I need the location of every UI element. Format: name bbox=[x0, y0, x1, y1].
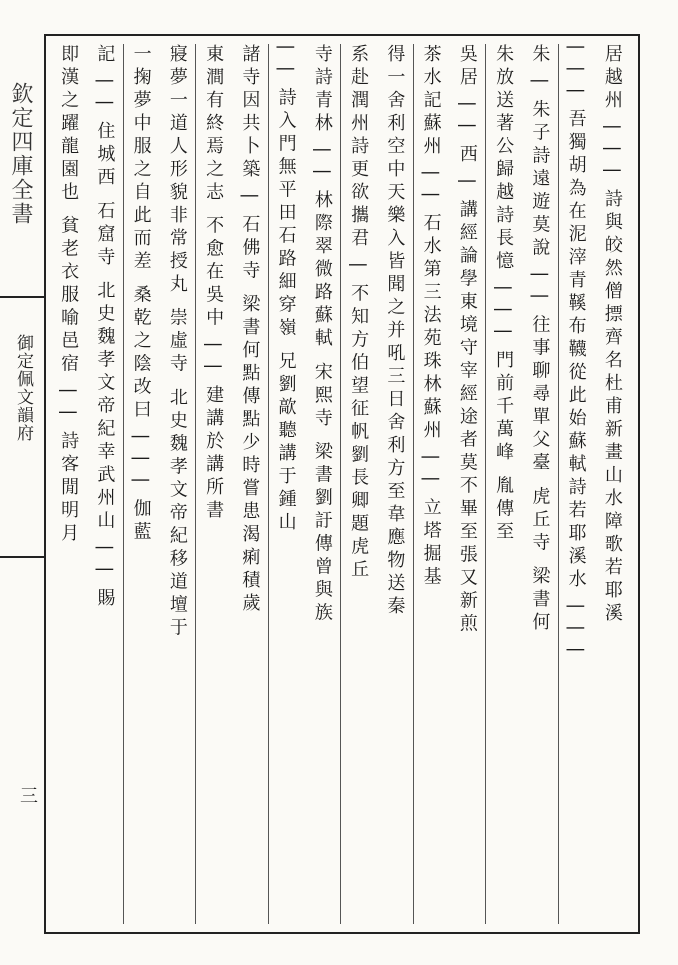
column-text: 朱放送著公歸越詩長憶 | | | 門前千萬峰 胤傳至 bbox=[493, 44, 515, 545]
column-text: 吳居 | | 西 | 講經論學東境守宰經途者莫不畢至張又新煎 bbox=[456, 44, 478, 637]
column-text: 朱 | 朱子詩遠遊莫說 | | 往事聊尋單父臺 虎丘寺 梁書何 bbox=[529, 44, 551, 636]
text-column bbox=[340, 44, 376, 924]
text-column bbox=[376, 44, 412, 924]
column-text: 東澗有終焉之志 不愈在吳中 | | 建講於講所書 bbox=[203, 44, 225, 524]
column-text: 諸寺因共卜築 | 石佛寺 梁書何點傳點少時嘗患渴痢積歲 bbox=[239, 44, 261, 617]
column-text: 茶水記蘇州 | | 石水第三法苑珠林蘇州 | | 立塔掘基 bbox=[420, 44, 442, 590]
strip-divider-top bbox=[0, 296, 44, 298]
text-column bbox=[231, 44, 267, 924]
column-text: 一掬夢中服之自此而差 桑乾之陰改曰 | | | 伽藍 bbox=[130, 44, 152, 545]
volume-label: 御定佩文韻府 bbox=[13, 334, 33, 442]
text-column bbox=[449, 44, 485, 924]
text-column bbox=[268, 44, 304, 924]
column-text: | | | 吾獨胡為在泥滓青鞵布韈從此始蘇軾詩若耶溪水 | | | bbox=[565, 44, 587, 658]
column-text: 居越州 | | | 詩與皎然僧摽齊名杜甫新畫山水障歌若耶溪 bbox=[601, 44, 623, 627]
text-column bbox=[159, 44, 195, 924]
column-text: 寺詩青林 | | 林際翠微路蘇軾 宋熙寺 梁書劉訏傳曾與族 bbox=[311, 44, 333, 626]
column-text: 得一舍利空中天樂入皆聞之并吼三日舍利方至韋應物送秦 bbox=[384, 44, 406, 619]
text-column bbox=[304, 44, 340, 924]
column-text: 系赴潤州詩更欲攜君 | 不知方伯望征帆劉長卿題虎丘 bbox=[348, 44, 370, 583]
book-title: 欽定四庫全書 bbox=[8, 82, 33, 226]
margin-strip bbox=[0, 38, 44, 926]
text-column bbox=[485, 44, 521, 924]
column-text: 寢夢一道人形貌非常授丸 崇虛寺 北史魏孝文帝紀移道壇于 bbox=[166, 44, 188, 641]
text-column bbox=[123, 44, 159, 924]
strip-divider-bottom bbox=[0, 556, 44, 558]
column-text: 即漢之躍龍園也 貧老衣服喻邑宿 | | 詩客閒明月 bbox=[58, 44, 80, 547]
text-column bbox=[558, 44, 594, 924]
text-column bbox=[195, 44, 231, 924]
page-number: 三 bbox=[17, 786, 38, 804]
text-columns bbox=[50, 44, 630, 924]
text-column bbox=[413, 44, 449, 924]
text-column bbox=[594, 44, 630, 924]
column-text: 記 | | 住城西 石窟寺 北史魏孝文帝紀幸武州山 | | 賜 bbox=[94, 44, 116, 612]
text-column bbox=[521, 44, 557, 924]
column-text: | | 詩入門無平田石路細穿嶺 兄劉歊聽講于鍾山 bbox=[275, 44, 297, 536]
text-column bbox=[50, 44, 86, 924]
text-column bbox=[86, 44, 122, 924]
